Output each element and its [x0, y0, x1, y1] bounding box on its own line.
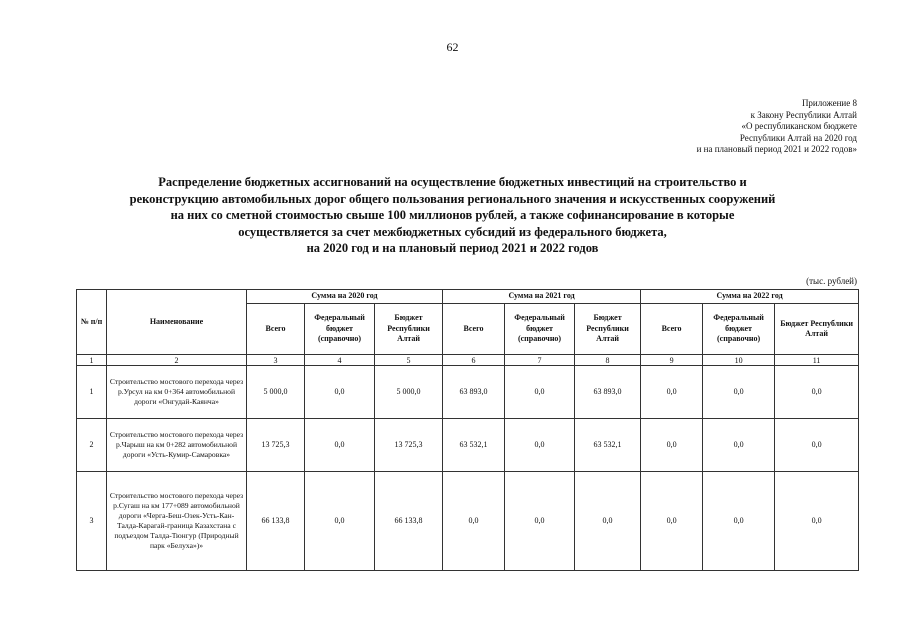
budget-table [76, 289, 859, 571]
column-header-federal: Федеральный бюджет (справочно) [305, 304, 375, 355]
column-number: 2 [107, 355, 247, 366]
cell-2020-total: 66 133,8 [247, 472, 305, 571]
cell-2021-federal: 0,0 [505, 419, 575, 472]
table-row [77, 472, 859, 571]
page-number: 62 [446, 40, 459, 54]
column-number: 9 [641, 355, 703, 366]
column-header-total: Всего [247, 304, 305, 355]
column-header-name: Наименование [107, 290, 247, 355]
cell-2021-total: 0,0 [443, 472, 505, 571]
column-number: 5 [375, 355, 443, 366]
cell-2022-total: 0,0 [641, 472, 703, 571]
cell-2022-republic: 0,0 [775, 419, 859, 472]
cell-2021-federal: 0,0 [505, 472, 575, 571]
cell-2021-total: 63 893,0 [443, 366, 505, 419]
column-number-row [77, 355, 859, 366]
cell-2020-federal: 0,0 [305, 472, 375, 571]
table-header-row [77, 290, 859, 304]
cell-2022-republic: 0,0 [775, 472, 859, 571]
appendix-line: к Закону Республики Алтай [750, 109, 857, 120]
units-label: (тыс. рублей) [806, 276, 857, 286]
column-number: 7 [505, 355, 575, 366]
column-header-no: № п/п [77, 290, 107, 355]
cell-2022-federal: 0,0 [703, 419, 775, 472]
cell-2020-republic: 5 000,0 [375, 366, 443, 419]
column-header-republic: Бюджет Республики Алтай [375, 304, 443, 355]
row-name: Строительство мостового перехода через р.Чарыш на км 0+282 автомобильной дороги «Усть-Кумир-Самаровка» [107, 419, 247, 472]
cell-2021-republic: 63 893,0 [575, 366, 641, 419]
table-row [77, 419, 859, 472]
cell-2021-federal: 0,0 [505, 366, 575, 419]
cell-2021-total: 63 532,1 [443, 419, 505, 472]
column-number: 11 [775, 355, 859, 366]
column-header-total: Всего [443, 304, 505, 355]
column-number: 4 [305, 355, 375, 366]
cell-2020-federal: 0,0 [305, 419, 375, 472]
column-number: 1 [77, 355, 107, 366]
row-number: 3 [77, 472, 107, 571]
appendix-line: Приложение 8 [801, 98, 857, 108]
cell-2020-republic: 66 133,8 [375, 472, 443, 571]
appendix-note [697, 98, 857, 156]
title-line: на них со сметной стоимостью свыше 100 миллионов рублей, а также софинансирование в которые [170, 208, 735, 222]
column-header-total: Всего [641, 304, 703, 355]
column-number: 3 [247, 355, 305, 366]
row-name: Строительство мостового перехода через р.Сугаш на км 177+089 автомобильной дороги «Черга-Беш-Озек-Усть-Кан-Талда-Карагай-граница Казахстана с подъездом Талда-Тюнгур (Природный парк «Белуха»)» [107, 472, 247, 571]
group-header-2022: Сумма на 2022 год [641, 290, 859, 304]
row-name: Строительство мостового перехода через р.Урсул на км 0+364 автомобильной дороги «Онгудай-Каянча» [107, 366, 247, 419]
appendix-line: Республики Алтай на 2020 год [739, 132, 857, 143]
row-number: 2 [77, 419, 107, 472]
group-header-2021: Сумма на 2021 год [443, 290, 641, 304]
column-number: 10 [703, 355, 775, 366]
cell-2022-total: 0,0 [641, 419, 703, 472]
cell-2022-republic: 0,0 [775, 366, 859, 419]
cell-2020-federal: 0,0 [305, 366, 375, 419]
cell-2022-federal: 0,0 [703, 366, 775, 419]
column-number: 8 [575, 355, 641, 366]
cell-2020-republic: 13 725,3 [375, 419, 443, 472]
appendix-line: «О республиканском бюджете [741, 121, 857, 131]
group-header-2020: Сумма на 2020 год [247, 290, 443, 304]
column-header-republic: Бюджет Республики Алтай [575, 304, 641, 355]
cell-2021-republic: 0,0 [575, 472, 641, 571]
column-number: 6 [443, 355, 505, 366]
appendix-line: и на плановый период 2021 и 2022 годов» [696, 144, 857, 154]
title-line: Распределение бюджетных ассигнований на осуществление бюджетных инвестиций на строительство и [158, 175, 747, 189]
cell-2020-total: 13 725,3 [247, 419, 305, 472]
cell-2022-federal: 0,0 [703, 472, 775, 571]
table-row [77, 366, 859, 419]
column-header-republic: Бюджет Республики Алтай [775, 304, 859, 355]
title-line: осуществляется за счет межбюджетных субсидий из федерального бюджета, [238, 224, 667, 239]
cell-2020-total: 5 000,0 [247, 366, 305, 419]
cell-2022-total: 0,0 [641, 366, 703, 419]
row-number: 1 [77, 366, 107, 419]
title-line: на 2020 год и на плановый период 2021 и 2022 годов [306, 241, 599, 255]
document-title [60, 174, 845, 257]
title-line: реконструкцию автомобильных дорог общего пользования регионального значения и искусственных сооружений [129, 191, 776, 206]
column-header-federal: Федеральный бюджет (справочно) [703, 304, 775, 355]
column-header-federal: Федеральный бюджет (справочно) [505, 304, 575, 355]
cell-2021-republic: 63 532,1 [575, 419, 641, 472]
